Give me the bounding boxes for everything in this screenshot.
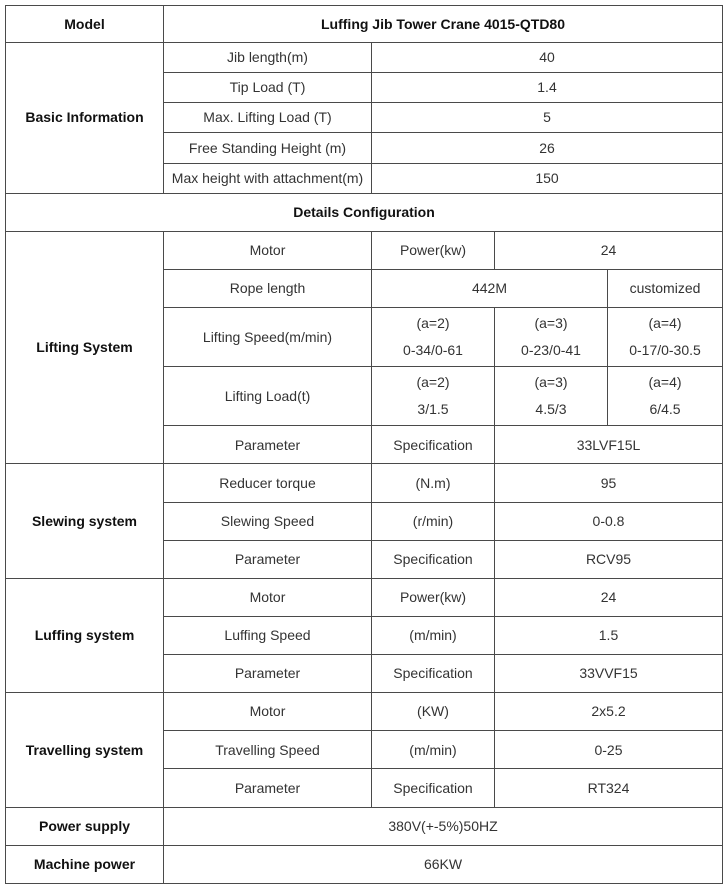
row-name: Free Standing Height (m) [164,133,372,163]
row-name: Parameter [164,540,372,578]
row-value: 1.5 [495,616,723,654]
travelling-system-label: Travelling system [6,693,164,807]
row-value: RT324 [495,769,723,807]
row-value: 1.4 [372,73,723,103]
row-name: Max height with attachment(m) [164,163,372,193]
slewing-system-label: Slewing system [6,464,164,578]
lifting-system-label: Lifting System [6,231,164,464]
row-unit: (m/min) [372,731,495,769]
row-value: 5 [372,103,723,133]
row-unit: (m/min) [372,616,495,654]
row-name: Motor [164,231,372,269]
row-value: 95 [495,464,723,502]
load-cell-a4 [608,367,723,426]
spec-table [5,5,723,884]
table-row [6,43,723,73]
speed-cell-a2 [372,307,495,366]
row-unit: Power(kw) [372,231,495,269]
row-unit: (r/min) [372,502,495,540]
row-value: 24 [495,231,723,269]
row-value: 442M [372,269,608,307]
speed-value: 0-17/0-30.5 [629,342,701,359]
speed-cell-a3 [495,307,608,366]
header-row [6,6,723,43]
row-name: Parameter [164,769,372,807]
row-name: Parameter [164,655,372,693]
ratio-label: (a=3) [534,374,568,391]
speed-cell-a4 [608,307,723,366]
model-title: Luffing Jib Tower Crane 4015-QTD80 [164,6,723,43]
row-value: 0-0.8 [495,502,723,540]
row-unit: (KW) [372,693,495,731]
load-value: 4.5/3 [535,401,567,418]
row-value: 2x5.2 [495,693,723,731]
row-unit: Specification [372,769,495,807]
row-unit: (N.m) [372,464,495,502]
power-supply-row [6,807,723,845]
row-name: Motor [164,693,372,731]
row-name: Lifting Load(t) [164,367,372,426]
table-row [6,464,723,502]
table-row [6,693,723,731]
details-configuration-heading: Details Configuration [6,193,723,231]
row-name: Luffing Speed [164,616,372,654]
row-name: Parameter [164,426,372,464]
machine-power-row [6,845,723,883]
row-name: Reducer torque [164,464,372,502]
ratio-label: (a=3) [534,315,568,332]
row-unit: Specification [372,540,495,578]
row-name: Max. Lifting Load (T) [164,103,372,133]
row-name: Slewing Speed [164,502,372,540]
load-value: 3/1.5 [417,401,449,418]
power-supply-value: 380V(+-5%)50HZ [164,807,723,845]
row-value: 0-25 [495,731,723,769]
details-heading-row [6,193,723,231]
row-name: Rope length [164,269,372,307]
load-value: 6/4.5 [649,401,681,418]
table-row [6,231,723,269]
row-value: 40 [372,43,723,73]
basic-information-label: Basic Information [6,43,164,193]
row-name: Jib length(m) [164,43,372,73]
speed-value: 0-23/0-41 [521,342,581,359]
luffing-system-label: Luffing system [6,578,164,692]
load-cell-a3 [495,367,608,426]
machine-power-value: 66KW [164,845,723,883]
row-value: RCV95 [495,540,723,578]
row-name: Travelling Speed [164,731,372,769]
row-name: Lifting Speed(m/min) [164,307,372,366]
ratio-label: (a=4) [648,315,682,332]
table-row [6,578,723,616]
ratio-label: (a=4) [648,374,682,391]
load-cell-a2 [372,367,495,426]
row-value: 33VVF15 [495,655,723,693]
model-label: Model [6,6,164,43]
row-name: Motor [164,578,372,616]
row-value: 33LVF15L [495,426,723,464]
row-value: 24 [495,578,723,616]
row-value: 26 [372,133,723,163]
power-supply-label: Power supply [6,807,164,845]
row-name: Tip Load (T) [164,73,372,103]
ratio-label: (a=2) [416,315,450,332]
row-value: 150 [372,163,723,193]
machine-power-label: Machine power [6,845,164,883]
row-unit: Specification [372,655,495,693]
row-unit: Power(kw) [372,578,495,616]
ratio-label: (a=2) [416,374,450,391]
row-unit: Specification [372,426,495,464]
speed-value: 0-34/0-61 [403,342,463,359]
row-note: customized [608,269,723,307]
